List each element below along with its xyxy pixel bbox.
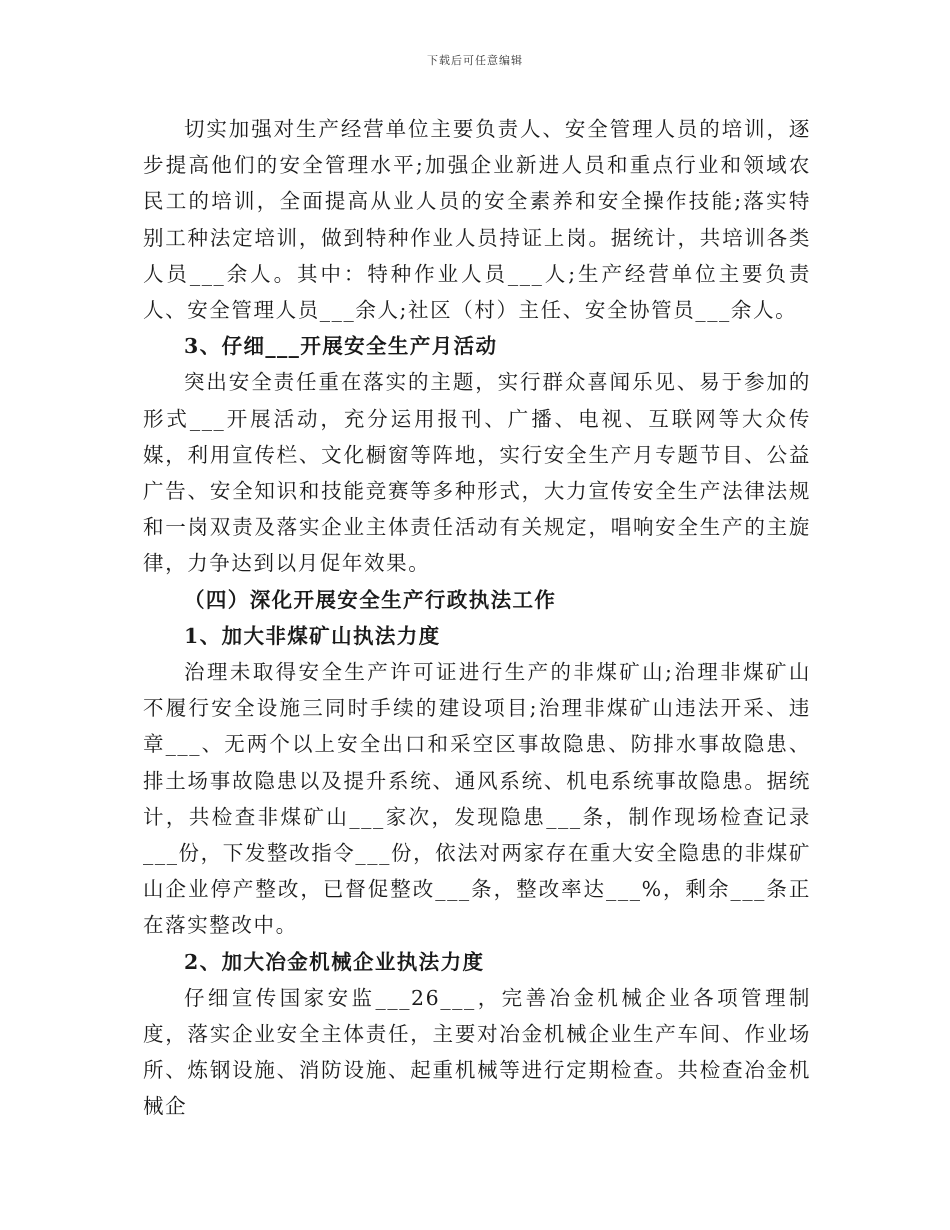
page-header-note: 下载后可任意编辑	[427, 54, 523, 67]
paragraph-training: 切实加强对生产经营单位主要负责人、安全管理人员的培训，逐步提高他们的安全管理水平;加强企业新进人员和重点行业和领域农民工的培训，全面提高从业人员的安全素养和安全操作技能;落实特别工种法定培训，做到特种作业人员持证上岗。据统计，共培训各类人员___余人。其中：特种作业人员___人;生产经营单位主要负责人、安全管理人员___余人;社区（村）主任、安全协管员___余人。	[143, 117, 811, 323]
paragraph-safety-month: 突出安全责任重在落实的主题，实行群众喜闻乐见、易于参加的形式___开展活动，充分运用报刊、广播、电视、互联网等大众传媒，利用宣传栏、文化橱窗等阵地，实行安全生产月专题节目、公益广告、安全知识和技能竞赛等多种形式，大力宣传安全生产法律法规和一岗双责及落实企业主体责任活动有关规定，唱响安全生产的主旋律，力争达到以月促年效果。	[143, 370, 811, 576]
heading-safety-month: 3、仔细___开展安全生产月活动	[184, 334, 498, 359]
heading-law-enforcement: （四）深化开展安全生产行政执法工作	[184, 587, 557, 612]
paragraph-non-coal-mines: 治理未取得安全生产许可证进行生产的非煤矿山;治理非煤矿山不履行安全设施三同时手续的建设项目;治理非煤矿山违法开采、违章___、无两个以上安全出口和采空区事故隐患、防排水事故隐患、排土场事故隐患以及提升系统、通风系统、机电系统事故隐患。据统计，共检查非煤矿山___家次，发现隐患___条，制作现场检查记录___份，下发整改指令___份，依法对两家存在重大安全隐患的非煤矿山企业停产整改，已督促整改___条，整改率达___%，剩余___条正在落实整改中。	[143, 660, 811, 938]
paragraph-metallurgy-machinery: 仔细宣传国家安监___26___，完善冶金机械企业各项管理制度，落实企业安全主体责任，主要对冶金机械企业生产车间、作业场所、炼钢设施、消防设施、起重机械等进行定期检查。共检查冶金机械企	[143, 985, 811, 1119]
heading-metallurgy-machinery: 2、加大冶金机械企业执法力度	[184, 949, 485, 974]
document-body	[143, 111, 811, 1125]
heading-non-coal-mines: 1、加大非煤矿山执法力度	[184, 623, 441, 648]
